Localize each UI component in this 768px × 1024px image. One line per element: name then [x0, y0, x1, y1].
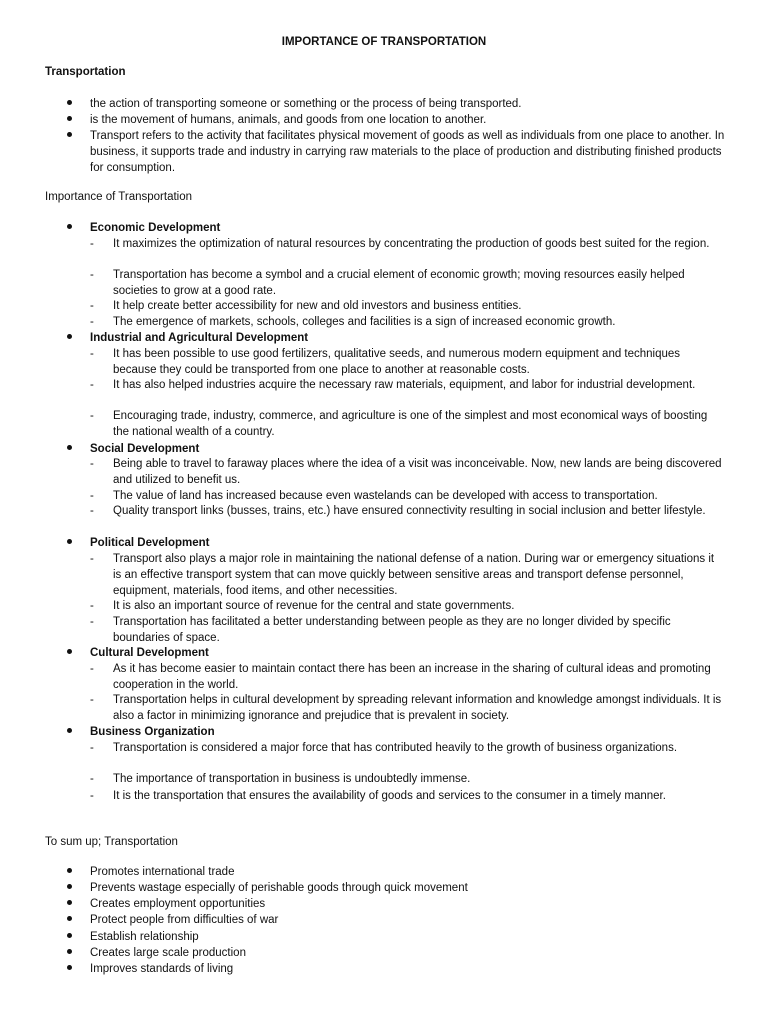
dash-marker: - [90, 410, 94, 422]
dash-marker: - [90, 600, 94, 612]
definition-bullet: is the movement of humans, animals, and goods from one location to another. [90, 114, 487, 126]
summary-bullet: Promotes international trade [90, 866, 235, 878]
section-title: Economic Development [90, 222, 221, 234]
section-point: Being able to travel to faraway places where the idea of a visit was inconceivable. Now, new lands are being discovered and utilized to benefit us. [113, 458, 722, 486]
section-title: Political Development [90, 537, 210, 549]
section-point: Transportation helps in cultural development by spreading relevant information and knowledge amongst individuals. It is also a factor in minimizing ignorance and prejudice that is prevalent in society. [113, 694, 722, 722]
section-point: It is also an important source of revenue for the central and state governments. [113, 600, 515, 612]
bullet-icon [66, 96, 74, 104]
section-title: Social Development [90, 443, 200, 455]
dash-marker: - [90, 790, 94, 802]
bullet-icon [66, 645, 74, 653]
bullet-icon [66, 724, 74, 732]
section-title: Industrial and Agricultural Development [90, 332, 309, 344]
section-title: Business Organization [90, 726, 215, 738]
summary-bullet: Creates large scale production [90, 947, 246, 959]
definition-bullet: the action of transporting someone or something or the process of being transported. [90, 98, 522, 110]
dash-marker: - [90, 269, 94, 281]
dash-marker: - [90, 742, 94, 754]
dash-marker: - [90, 316, 94, 328]
dash-marker: - [90, 458, 94, 470]
section-point: As it has become easier to maintain contact there has been an increase in the sharing of cultural ideas and promoting cooperation in the world. [113, 663, 711, 691]
section-point: Transportation has facilitated a better understanding between people as they are no longer divided by specific boundaries of space. [113, 616, 671, 644]
section-point: It has also helped industries acquire the necessary raw materials, equipment, and labor for industrial development. [113, 379, 696, 391]
bullet-icon [66, 912, 74, 920]
section-title: Cultural Development [90, 647, 209, 659]
bullet-icon [66, 961, 74, 969]
dash-marker: - [90, 238, 94, 250]
bullet-icon [66, 330, 74, 338]
definition-heading: Transportation [45, 66, 126, 78]
document-title: IMPORTANCE OF TRANSPORTATION [281, 36, 487, 48]
bullet-icon [66, 864, 74, 872]
summary-bullet: Protect people from difficulties of war [90, 914, 279, 926]
dash-marker: - [90, 505, 94, 517]
dash-marker: - [90, 616, 94, 628]
bullet-icon [66, 128, 74, 136]
summary-bullet: Creates employment opportunities [90, 898, 266, 910]
section-point: Transportation is considered a major force that has contributed heavily to the growth of business organizations. [113, 742, 678, 754]
bullet-icon [66, 535, 74, 543]
section-point: Transport also plays a major role in maintaining the national defense of a nation. During war or emergency situations it is an effective transport system that can move quickly between sensitive areas and transport defense personnel, equipment, materials, food items, and other necessities. [113, 553, 715, 597]
bullet-icon [66, 880, 74, 888]
section-point: It help create better accessibility for new and old investors and business entities. [113, 300, 522, 312]
dash-marker: - [90, 490, 94, 502]
section-point: Transportation has become a symbol and a crucial element of economic growth; moving resources easily helped societies to grow at a good rate. [113, 269, 685, 297]
bullet-icon [66, 929, 74, 937]
section-point: Encouraging trade, industry, commerce, and agriculture is one of the simplest and most economical ways of boosting the national wealth of a country. [113, 410, 708, 438]
dash-marker: - [90, 300, 94, 312]
bullet-icon [66, 896, 74, 904]
bullet-icon [66, 441, 74, 449]
summary-bullet: Establish relationship [90, 931, 199, 943]
section-point: The importance of transportation in business is undoubtedly immense. [113, 773, 471, 785]
section-point: Quality transport links (busses, trains, etc.) have ensured connectivity resulting in social inclusion and better lifestyle. [113, 505, 706, 517]
section-point: It has been possible to use good fertilizers, qualitative seeds, and numerous modern equipment and techniques because they could be transported from one place to another at reasonable costs. [113, 348, 681, 376]
section-point: The value of land has increased because even wastelands can be developed with access to transportation. [113, 490, 658, 502]
dash-marker: - [90, 694, 94, 706]
summary-heading: To sum up; Transportation [45, 836, 178, 848]
bullet-icon [66, 112, 74, 120]
dash-marker: - [90, 553, 94, 565]
dash-marker: - [90, 663, 94, 675]
bullet-icon [66, 945, 74, 953]
section-point: The emergence of markets, schools, colleges and facilities is a sign of increased economic growth. [113, 316, 616, 328]
dash-marker: - [90, 379, 94, 391]
section-point: It is the transportation that ensures the availability of goods and services to the consumer in a timely manner. [113, 790, 666, 802]
definition-bullet: Transport refers to the activity that facilitates physical movement of goods as well as individuals from one place to another. In business, it supports trade and industry in carrying raw materials to the place of production and distributing finished products for consumption. [90, 130, 725, 174]
bullet-icon [66, 220, 74, 228]
importance-heading: Importance of Transportation [45, 191, 193, 203]
summary-bullet: Prevents wastage especially of perishable goods through quick movement [90, 882, 468, 894]
dash-marker: - [90, 773, 94, 785]
section-point: It maximizes the optimization of natural resources by concentrating the production of goods best suited for the region. [113, 238, 710, 250]
summary-bullet: Improves standards of living [90, 963, 234, 975]
dash-marker: - [90, 348, 94, 360]
